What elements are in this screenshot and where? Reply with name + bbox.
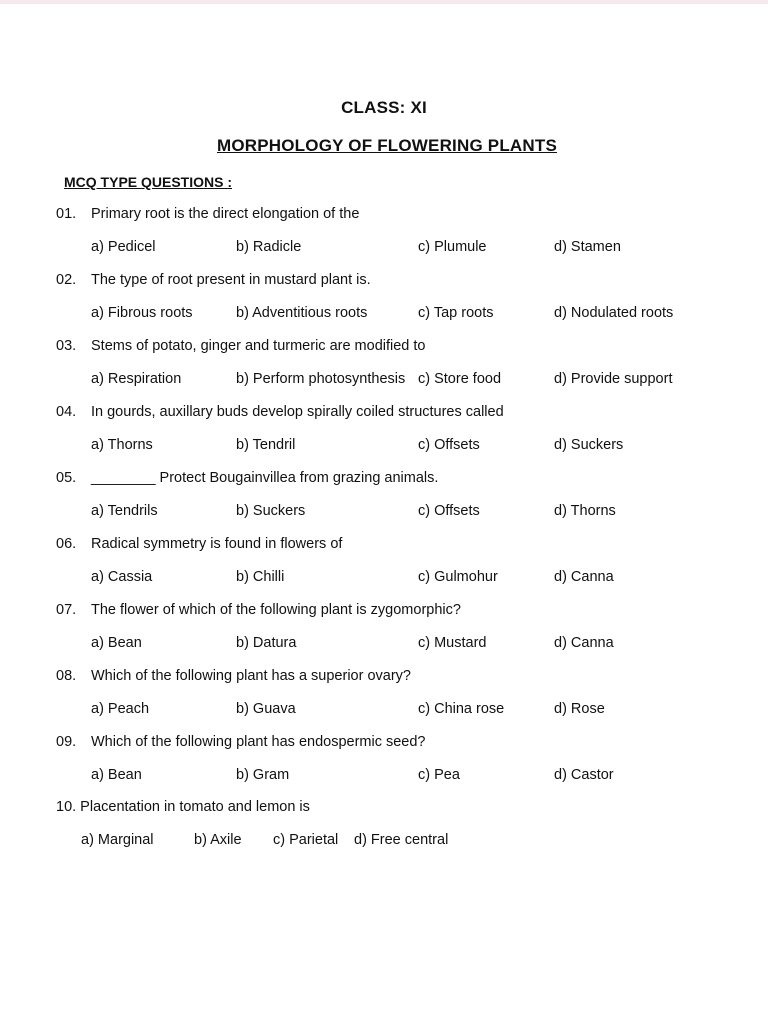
- option-d: d) Stamen: [554, 239, 621, 255]
- top-border-strip: [0, 0, 768, 4]
- option-a: a) Fibrous roots: [91, 305, 193, 321]
- option-a: a) Thorns: [91, 437, 153, 453]
- option-c: c) Offsets: [418, 503, 480, 519]
- option-b: b) Gram: [236, 767, 290, 783]
- option-d: d) Suckers: [554, 437, 624, 453]
- option-a: a) Respiration: [91, 371, 182, 387]
- option-c: c) Pea: [418, 767, 460, 783]
- option-b: b) Radicle: [236, 239, 302, 255]
- option-c: c) Offsets: [418, 437, 480, 453]
- option-d: d) Provide support: [554, 371, 673, 387]
- option-d: d) Thorns: [554, 503, 616, 519]
- option-d: d) Rose: [554, 701, 605, 717]
- option-a: a) Pedicel: [91, 239, 156, 255]
- document-title: MORPHOLOGY OF FLOWERING PLANTS: [216, 136, 557, 155]
- option-d: d) Nodulated roots: [554, 305, 674, 321]
- question-number: 08.: [56, 668, 77, 684]
- option-b: b) Chilli: [236, 569, 285, 585]
- option-b: b) Adventitious roots: [236, 305, 368, 321]
- option-b: b) Datura: [236, 635, 297, 651]
- question-text: The flower of which of the following plant is zygomorphic?: [91, 602, 461, 618]
- question-text: In gourds, auxillary buds develop spirally coiled structures called: [91, 404, 504, 420]
- option-c: c) Gulmohur: [418, 569, 498, 585]
- question-text: Radical symmetry is found in flowers of: [91, 536, 343, 552]
- question-text: 10. Placentation in tomato and lemon is: [56, 799, 310, 815]
- option-d: d) Free central: [354, 832, 449, 848]
- option-c: c) Store food: [418, 371, 502, 387]
- option-c: c) Parietal: [273, 832, 339, 848]
- question-text: Stems of potato, ginger and turmeric are modified to: [91, 338, 426, 354]
- question-number: 03.: [56, 338, 77, 354]
- question-text: ________ Protect Bougainvillea from grazing animals.: [91, 470, 439, 486]
- option-a: a) Marginal: [81, 832, 154, 848]
- option-c: c) China rose: [418, 701, 505, 717]
- option-b: b) Guava: [236, 701, 296, 717]
- question-number: 04.: [56, 404, 77, 420]
- option-b: b) Tendril: [236, 437, 296, 453]
- option-b: b) Perform photosynthesis: [236, 371, 406, 387]
- option-d: d) Castor: [554, 767, 614, 783]
- option-c: c) Mustard: [418, 635, 487, 651]
- option-b: b) Axile: [194, 832, 242, 848]
- option-b: b) Suckers: [236, 503, 306, 519]
- class-label: CLASS: XI: [341, 98, 427, 117]
- option-d: d) Canna: [554, 635, 614, 651]
- option-a: a) Bean: [91, 767, 142, 783]
- option-a: a) Bean: [91, 635, 142, 651]
- option-a: a) Peach: [91, 701, 150, 717]
- question-text: Which of the following plant has a superior ovary?: [91, 668, 411, 684]
- option-c: c) Plumule: [418, 239, 487, 255]
- question-number: 02.: [56, 272, 77, 288]
- option-a: a) Tendrils: [91, 503, 158, 519]
- question-text: The type of root present in mustard plant is.: [91, 272, 371, 288]
- question-text: Which of the following plant has endospermic seed?: [91, 734, 426, 750]
- option-d: d) Canna: [554, 569, 614, 585]
- question-number: 01.: [56, 206, 77, 222]
- option-a: a) Cassia: [91, 569, 153, 585]
- question-number: 05.: [56, 470, 77, 486]
- question-number: 07.: [56, 602, 77, 618]
- question-number: 09.: [56, 734, 77, 750]
- option-c: c) Tap roots: [418, 305, 494, 321]
- question-number: 06.: [56, 536, 77, 552]
- section-heading: MCQ TYPE QUESTIONS :: [64, 174, 233, 190]
- question-text: Primary root is the direct elongation of the: [91, 206, 360, 222]
